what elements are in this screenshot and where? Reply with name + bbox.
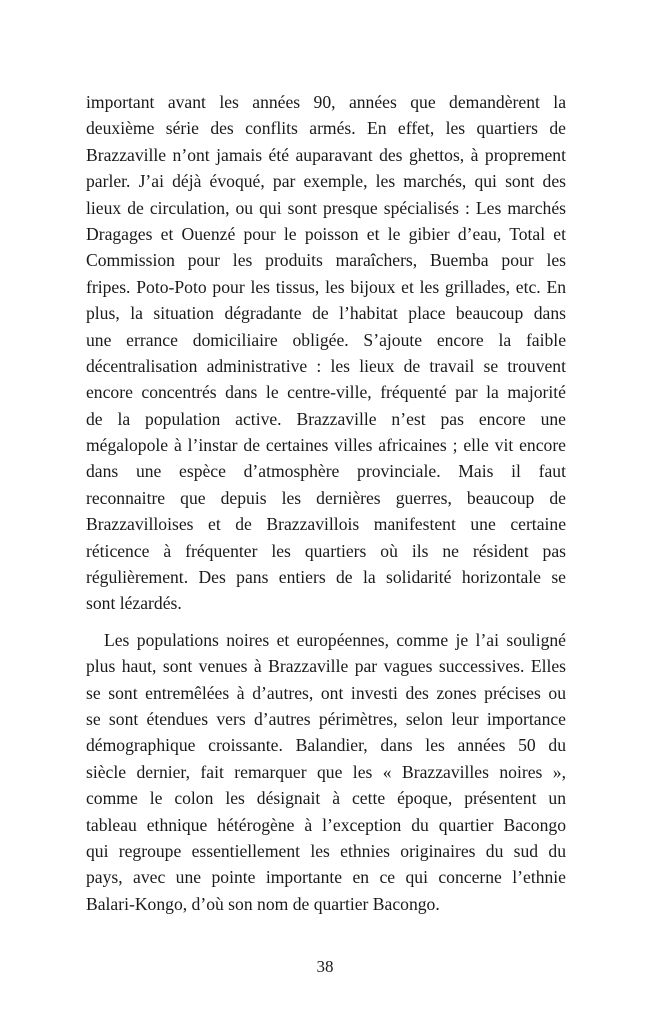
text-line: encore concentrés dans le centre-ville, fréquenté par la majorité bbox=[86, 382, 566, 403]
text-line: siècle dernier, fait remarquer que les « Brazzavilles noires », bbox=[86, 761, 566, 782]
text-line: lieux de circulation, ou qui sont presque spécialisés : Les marchés bbox=[86, 197, 566, 218]
text-line: tableau ethnique hétérogène à l’exception du quartier Bacongo bbox=[86, 814, 566, 835]
text-line: plus, la situation dégradante de l’habitat place beaucoup dans bbox=[86, 303, 566, 324]
paragraph-1 bbox=[86, 89, 566, 617]
paragraph-gap bbox=[86, 617, 566, 627]
text-line: Dragages et Ouenzé pour le poisson et le gibier d’eau, Total et bbox=[86, 223, 566, 244]
text-line: décentralisation administrative : les lieux de travail se trouvent bbox=[86, 355, 566, 376]
body-text bbox=[86, 89, 566, 917]
text-line: réticence à fréquenter les quartiers où ils ne résident pas bbox=[86, 540, 566, 561]
text-line: Les populations noires et européennes, comme je l’ai souligné bbox=[104, 629, 566, 650]
text-line: fripes. Poto-Poto pour les tissus, les bijoux et les grillades, etc. En bbox=[86, 276, 566, 297]
page-number: 38 bbox=[316, 957, 334, 976]
text-line: se sont entremêlées à d’autres, ont investi des zones précises ou bbox=[86, 682, 566, 703]
paragraph-2 bbox=[86, 627, 566, 917]
text-line: deuxième série des conflits armés. En effet, les quartiers de bbox=[86, 118, 566, 139]
text-line: qui regroupe essentiellement les ethnies originaires du sud du bbox=[86, 840, 566, 861]
text-line: Brazzavilloises et de Brazzavillois manifestent une certaine bbox=[86, 514, 566, 535]
text-line: démographique croissante. Balandier, dans les années 50 du bbox=[86, 735, 566, 756]
text-line: de la population active. Brazzaville n’est pas encore une bbox=[86, 408, 566, 429]
text-line: pays, avec une pointe importante en ce qui concerne l’ethnie bbox=[86, 867, 566, 888]
text-line: comme le colon les désignait à cette époque, présentent un bbox=[86, 788, 566, 809]
text-line: Commission pour les produits maraîchers, Buemba pour les bbox=[86, 250, 566, 271]
text-line: mégalopole à l’instar de certaines villes africaines ; elle vit encore bbox=[86, 435, 566, 456]
text-line: régulièrement. Des pans entiers de la solidarité horizontale se bbox=[86, 567, 566, 588]
text-line: plus haut, sont venues à Brazzaville par vagues successives. Elles bbox=[86, 656, 566, 677]
text-line: reconnaitre que depuis les dernières guerres, beaucoup de bbox=[86, 487, 566, 508]
text-line: dans une espèce d’atmosphère provinciale. Mais il faut bbox=[86, 461, 566, 482]
text-line: une errance domiciliaire obligée. S’ajoute encore la faible bbox=[86, 329, 566, 350]
text-line: sont lézardés. bbox=[86, 593, 182, 614]
text-line: important avant les années 90, années que demandèrent la bbox=[86, 92, 566, 112]
text-line: Balari-Kongo, d’où son nom de quartier Bacongo. bbox=[86, 893, 440, 914]
text-line: se sont étendues vers d’autres périmètres, selon leur importance bbox=[86, 708, 566, 729]
text-line: Brazzaville n’ont jamais été auparavant des ghettos, à proprement bbox=[86, 144, 566, 165]
text-line: parler. J’ai déjà évoqué, par exemple, les marchés, qui sont des bbox=[86, 171, 566, 192]
